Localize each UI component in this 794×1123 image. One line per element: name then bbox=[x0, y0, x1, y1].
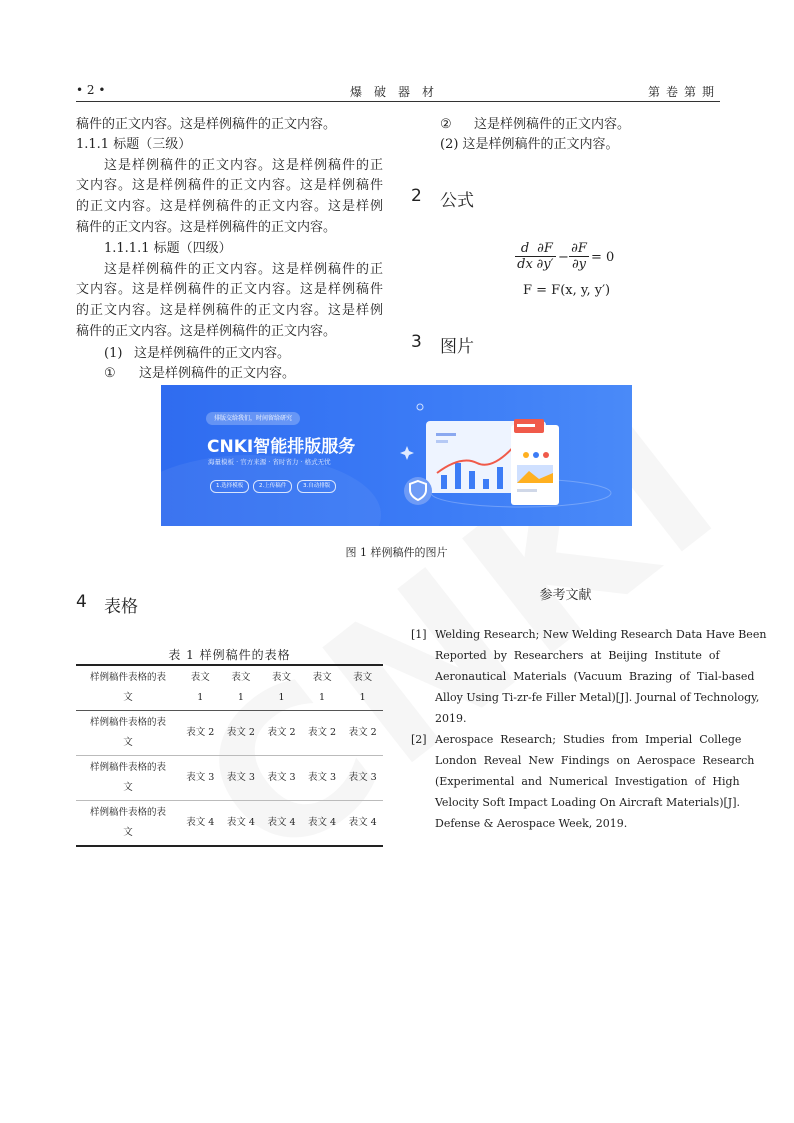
table-cell: 表文 2 bbox=[267, 727, 296, 738]
list-item-text: 这是样例稿件的正文内容。 bbox=[139, 366, 296, 381]
heading-level3: 1.1.1 标题（三级） bbox=[76, 137, 192, 152]
table-cell: 样例稿件表格的表 文 bbox=[89, 807, 166, 838]
table-cell: 表文 2 bbox=[186, 727, 215, 738]
reference-line: Defense & Aerospace Week, 2019. bbox=[435, 817, 628, 830]
table-cell: 表文 2 bbox=[308, 727, 337, 738]
table-cell: 表文 1 bbox=[353, 672, 373, 703]
page-number: • 2 • bbox=[76, 83, 106, 97]
equation-2: F = F(x, y, y′) bbox=[523, 283, 611, 298]
fraction-d-dx bbox=[515, 241, 535, 272]
body-line: 的正文内容。这是样例稿件的正文内容。这是样例 bbox=[76, 199, 383, 214]
table-cell: 表文 1 bbox=[231, 672, 251, 703]
denominator: dx bbox=[517, 257, 533, 272]
table-cell: 表文 1 bbox=[271, 672, 291, 703]
figure-banner-image bbox=[161, 385, 632, 526]
list-item-text: (2) 这是样例稿件的正文内容。 bbox=[440, 137, 619, 152]
minus-sign: − bbox=[558, 250, 569, 265]
list-number: ① bbox=[104, 366, 116, 381]
numerator: ∂F bbox=[534, 241, 556, 257]
section-title: 图片 bbox=[440, 337, 474, 357]
reference-line: Reported by Researchers at Beijing Institute of bbox=[435, 649, 720, 662]
list-item-text: 这是样例稿件的正文内容。 bbox=[474, 117, 631, 132]
table-row bbox=[76, 756, 383, 801]
reference-line: Velocity Soft Impact Loading On Aircraft Materials)[J]. bbox=[435, 796, 740, 809]
table-cell: 表文 4 bbox=[308, 817, 337, 828]
banner-step: 1.选择模板 bbox=[210, 480, 249, 493]
reference-line: Welding Research; New Welding Research Data Have Been bbox=[435, 628, 767, 641]
table-row bbox=[76, 711, 383, 756]
banner-step: 3.自动排版 bbox=[297, 480, 336, 493]
banner-illustration bbox=[391, 393, 621, 523]
table-cell: 表文 1 bbox=[190, 672, 210, 703]
banner-subtitle: 海量模板 · 官方来源 · 省时省力 · 格式无忧 bbox=[208, 458, 331, 466]
section-number: 4 bbox=[76, 592, 87, 612]
fraction-dF-dyprime bbox=[534, 241, 556, 272]
denominator: ∂y bbox=[571, 257, 587, 272]
list-number: ② bbox=[440, 117, 452, 132]
list-number: (1) bbox=[104, 346, 123, 361]
figure-caption: 图 1 样例稿件的图片 bbox=[345, 546, 448, 559]
section-title: 表格 bbox=[104, 597, 138, 617]
heading-level4: 1.1.1.1 标题（四级） bbox=[104, 241, 232, 256]
journal-name: 爆破器材 bbox=[349, 85, 446, 99]
reference-line: (Experimental and Numerical Investigation of High bbox=[435, 775, 740, 788]
denominator: ∂y′ bbox=[536, 257, 554, 272]
table-cell: 表文 4 bbox=[348, 817, 377, 828]
reference-number: [1] bbox=[411, 628, 427, 641]
fraction-dF-dy bbox=[569, 241, 589, 272]
banner-title: CNKI智能排版服务 bbox=[207, 437, 356, 457]
body-line: 文内容。这是样例稿件的正文内容。这是样例稿件 bbox=[76, 282, 383, 297]
table-cell: 表文 2 bbox=[226, 727, 255, 738]
table-row bbox=[76, 665, 383, 711]
section-number: 3 bbox=[411, 332, 422, 352]
list-item-text: 这是样例稿件的正文内容。 bbox=[134, 346, 291, 361]
table-cell: 表文 1 bbox=[312, 672, 332, 703]
reference-line: 2019. bbox=[435, 712, 467, 725]
body-line: 的正文内容。这是样例稿件的正文内容。这是样例 bbox=[76, 303, 383, 318]
section-number: 2 bbox=[411, 186, 422, 206]
section-title: 公式 bbox=[440, 191, 474, 211]
numerator: d bbox=[515, 241, 535, 257]
reference-line: Aerospace Research; Studies from Imperial College bbox=[435, 733, 742, 746]
issue-info: 第卷第期 bbox=[647, 85, 720, 99]
table-cell: 表文 4 bbox=[267, 817, 296, 828]
equals-zero: = 0 bbox=[591, 250, 615, 265]
banner-pill: 排版交给我们，时间留给研究 bbox=[206, 412, 300, 425]
numerator: ∂F bbox=[569, 241, 589, 257]
running-header bbox=[76, 83, 720, 101]
reference-number: [2] bbox=[411, 733, 427, 746]
references-title: 参考文献 bbox=[539, 588, 592, 603]
reference-line: Aeronautical Materials (Vacuum Brazing of Tial-based bbox=[435, 670, 755, 683]
table-cell: 表文 3 bbox=[267, 772, 296, 783]
body-line: 这是样例稿件的正文内容。这是样例稿件的正 bbox=[104, 158, 383, 173]
table-cell: 样例稿件表格的表 文 bbox=[89, 762, 166, 793]
table-cell: 样例稿件表格的表 文 bbox=[89, 717, 166, 748]
banner-step: 2.上传稿件 bbox=[253, 480, 292, 493]
body-line: 稿件的正文内容。这是样例稿件的正文内容。 bbox=[76, 220, 337, 235]
reference-line: London Reveal New Findings on Aerospace Research bbox=[435, 754, 755, 767]
table-cell: 表文 4 bbox=[226, 817, 255, 828]
table-cell: 表文 3 bbox=[186, 772, 215, 783]
table-cell: 表文 3 bbox=[308, 772, 337, 783]
body-line: 文内容。这是样例稿件的正文内容。这是样例稿件 bbox=[76, 178, 383, 193]
table-cell: 表文 3 bbox=[348, 772, 377, 783]
table-cell: 表文 4 bbox=[186, 817, 215, 828]
table-cell: 样例稿件表格的表 文 bbox=[89, 672, 166, 703]
table-cell: 表文 2 bbox=[348, 727, 377, 738]
body-text: 稿件的正文内容。这是样例稿件的正文内容。 bbox=[76, 117, 337, 132]
table-cell: 表文 3 bbox=[226, 772, 255, 783]
data-table bbox=[76, 664, 383, 847]
table-caption: 表 1 样例稿件的表格 bbox=[168, 648, 291, 662]
body-line: 稿件的正文内容。这是样例稿件的正文内容。 bbox=[76, 324, 337, 339]
body-line: 这是样例稿件的正文内容。这是样例稿件的正 bbox=[104, 262, 383, 277]
table-row bbox=[76, 801, 383, 847]
header-rule bbox=[76, 101, 720, 102]
reference-line: Alloy Using Ti-zr-fe Filler Metal)[J]. Journal of Technology, bbox=[435, 691, 760, 704]
